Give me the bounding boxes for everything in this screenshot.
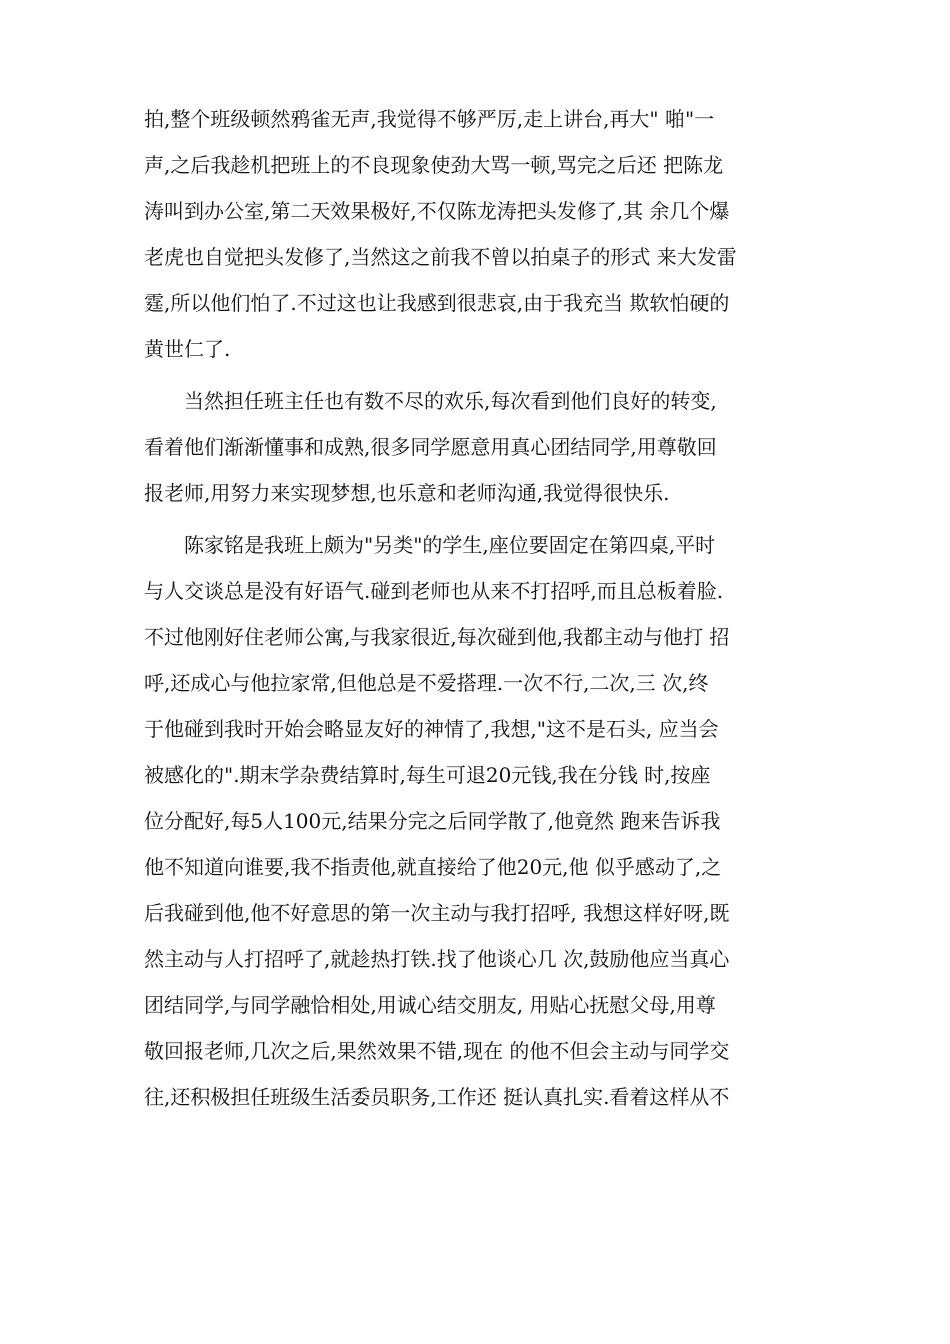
paragraph-3-line-6: 被感化的".期末学杂费结算时,每生可退20元钱,我在分钱 时,按座 — [144, 763, 711, 787]
paragraph-3-line-10: 然主动与人打招呼了,就趁热打铁.找了他谈心几 次,鼓励他应当真心 — [144, 947, 730, 971]
paragraph-3-line-1: 陈家铭是我班上颇为"另类"的学生,座位要固定在第四桌,平时 — [184, 533, 716, 557]
paragraph-3-line-13: 往,还积极担任班级生活委员职务,工作还 挺认真扎实.看着这样从不 — [144, 1085, 730, 1109]
paragraph-2-line-1: 当然担任班主任也有数不尽的欢乐,每次看到他们良好的转变, — [184, 389, 717, 413]
paragraph-1-line-5: 霆,所以他们怕了.不过这也让我感到很悲哀,由于我充当 欺软怕硬的 — [144, 291, 730, 315]
paragraph-3-line-7: 位分配好,每5人100元,结果分完之后同学散了,他竟然 跑来告诉我 — [144, 809, 721, 833]
paragraph-1-line-6: 黄世仁了. — [144, 337, 231, 361]
paragraph-1-line-2: 声,之后我趁机把班上的不良现象使劲大骂一顿,骂完之后还 把陈龙 — [144, 153, 724, 177]
paragraph-3-line-12: 敬回报老师,几次之后,果然效果不错,现在 的他不但会主动与同学交 — [144, 1039, 730, 1063]
paragraph-3-line-2: 与人交谈总是没有好语气.碰到老师也从来不打招呼,而且总板着脸. — [144, 579, 724, 603]
paragraph-3-line-3: 不过他刚好住老师公寓,与我家很近,每次碰到他,我都主动与他打 招 — [144, 625, 730, 649]
paragraph-1-line-1: 拍,整个班级顿然鸦雀无声,我觉得不够严厉,走上讲台,再大" 啪"一 — [144, 107, 715, 131]
paragraph-2-line-3: 报老师,用努力来实现梦想,也乐意和老师沟通,我觉得很快乐. — [144, 481, 670, 505]
paragraph-3-line-8: 他不知道向谁要,我不指责他,就直接给了他20元,他 似乎感动了,之 — [144, 855, 722, 879]
paragraph-3-line-9: 后我碰到他,他不好意思的第一次主动与我打招呼, 我想这样好呀,既 — [144, 901, 730, 925]
paragraph-2-line-2: 看着他们渐渐懂事和成熟,很多同学愿意用真心团结同学,用尊敬回 — [144, 435, 717, 459]
paragraph-1-line-4: 老虎也自觉把头发修了,当然这之前我不曾以拍桌子的形式 来大发雷 — [144, 245, 737, 269]
paragraph-3-line-4: 呼,还成心与他拉家常,但他总是不爱搭理.一次不行,二次,三 次,终 — [144, 671, 709, 695]
paragraph-3-line-5: 于他碰到我时开始会略显友好的神情了,我想,"这不是石头, 应当会 — [144, 717, 719, 741]
body-text — [144, 96, 824, 1120]
paragraph-1-line-3: 涛叫到办公室,第二天效果极好,不仅陈龙涛把头发修了,其 余几个爆 — [144, 199, 730, 223]
paragraph-3-line-11: 团结同学,与同学融恰相处,用诚心结交朋友, 用贴心抚慰父母,用尊 — [144, 993, 716, 1017]
